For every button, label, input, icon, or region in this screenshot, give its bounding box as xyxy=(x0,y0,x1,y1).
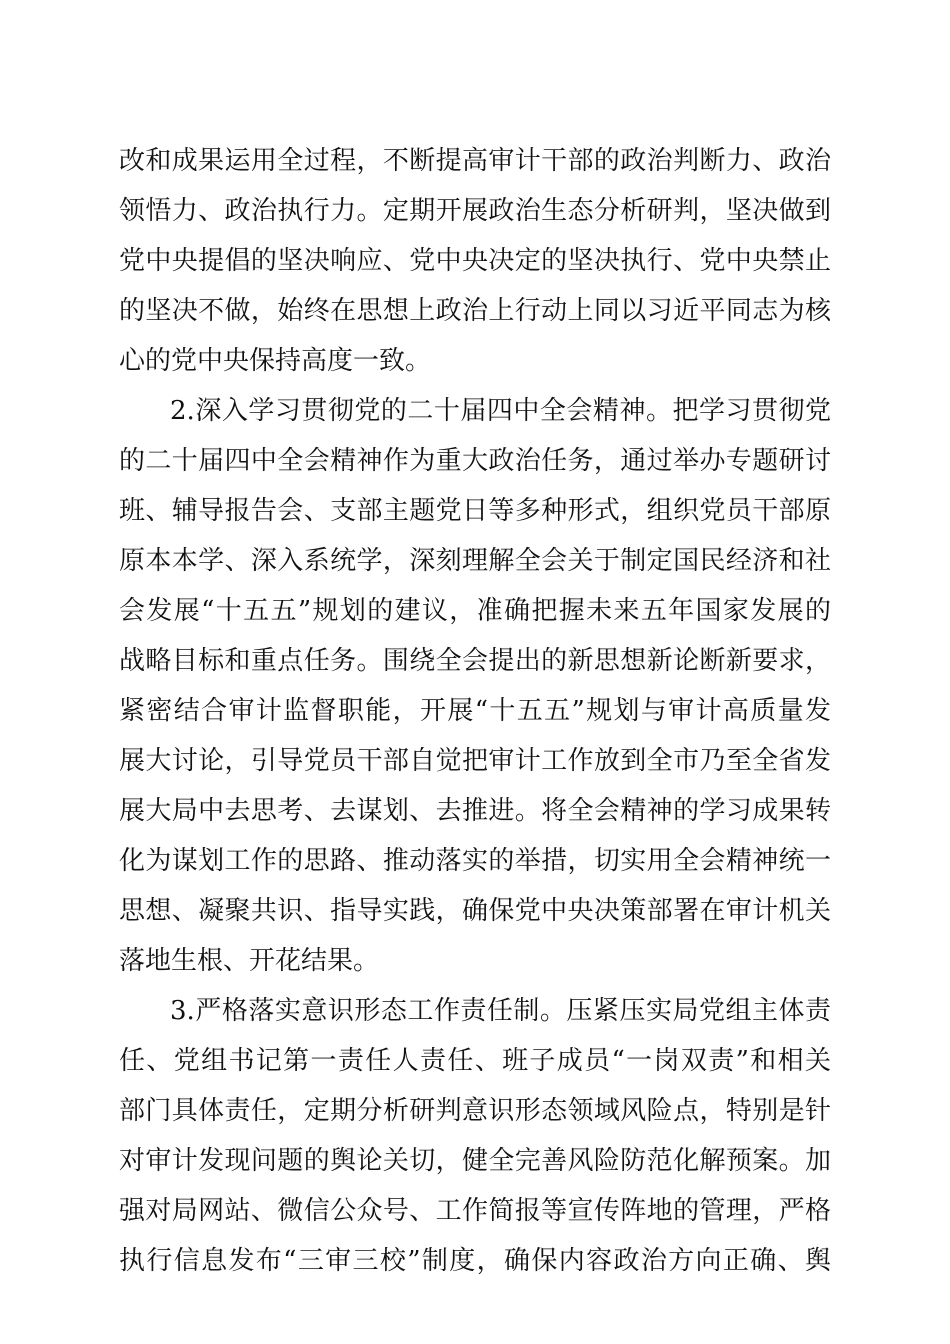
section-heading-3: 3.严格落实意识形态工作责任制。压紧压实局党组主体责 xyxy=(170,996,831,1026)
text-line: 展大讨论，引导党员干部自觉把审计工作放到全市乃至全省发 xyxy=(119,746,831,776)
text-line: 化为谋划工作的思路、推动落实的举措，切实用全会精神统一 xyxy=(119,846,831,876)
text-line: 改和成果运用全过程，不断提高审计干部的政治判断力、政治 xyxy=(119,146,831,176)
text-line: 心的党中央保持高度一致。 xyxy=(119,346,432,376)
text-line: 班、辅导报告会、支部主题党日等多种形式，组织党员干部原 xyxy=(119,496,831,526)
text-line: 领悟力、政治执行力。定期开展政治生态分析研判，坚决做到 xyxy=(119,196,831,226)
text-line: 展大局中去思考、去谋划、去推进。将全会精神的学习成果转 xyxy=(119,796,831,826)
text-line: 落地生根、开花结果。 xyxy=(119,946,380,976)
text-line: 战略目标和重点任务。围绕全会提出的新思想新论断新要求， xyxy=(119,646,831,676)
text-line: 执行信息发布“三审三校”制度，确保内容政治方向正确、舆 xyxy=(119,1246,831,1276)
text-line: 原本本学、深入系统学，深刻理解全会关于制定国民经济和社 xyxy=(119,546,831,576)
text-line: 强对局网站、微信公众号、工作简报等宣传阵地的管理，严格 xyxy=(119,1196,831,1226)
text-line: 任、党组书记第一责任人责任、班子成员“一岗双责”和相关 xyxy=(119,1046,831,1076)
text-line: 的坚决不做，始终在思想上政治上行动上同以习近平同志为核 xyxy=(119,296,831,326)
text-line: 思想、凝聚共识、指导实践，确保党中央决策部署在审计机关 xyxy=(119,896,831,926)
text-line: 的二十届四中全会精神作为重大政治任务，通过举办专题研讨 xyxy=(119,446,831,476)
text-line: 部门具体责任，定期分析研判意识形态领域风险点，特别是针 xyxy=(119,1096,831,1126)
text-line: 会发展“十五五”规划的建议，准确把握未来五年国家发展的 xyxy=(119,596,831,626)
text-line: 紧密结合审计监督职能，开展“十五五”规划与审计高质量发 xyxy=(119,696,831,726)
text-line: 党中央提倡的坚决响应、党中央决定的坚决执行、党中央禁止 xyxy=(119,246,831,276)
text-line: 对审计发现问题的舆论关切，健全完善风险防范化解预案。加 xyxy=(119,1146,831,1176)
section-heading-2: 2.深入学习贯彻党的二十届四中全会精神。把学习贯彻党 xyxy=(170,396,831,426)
